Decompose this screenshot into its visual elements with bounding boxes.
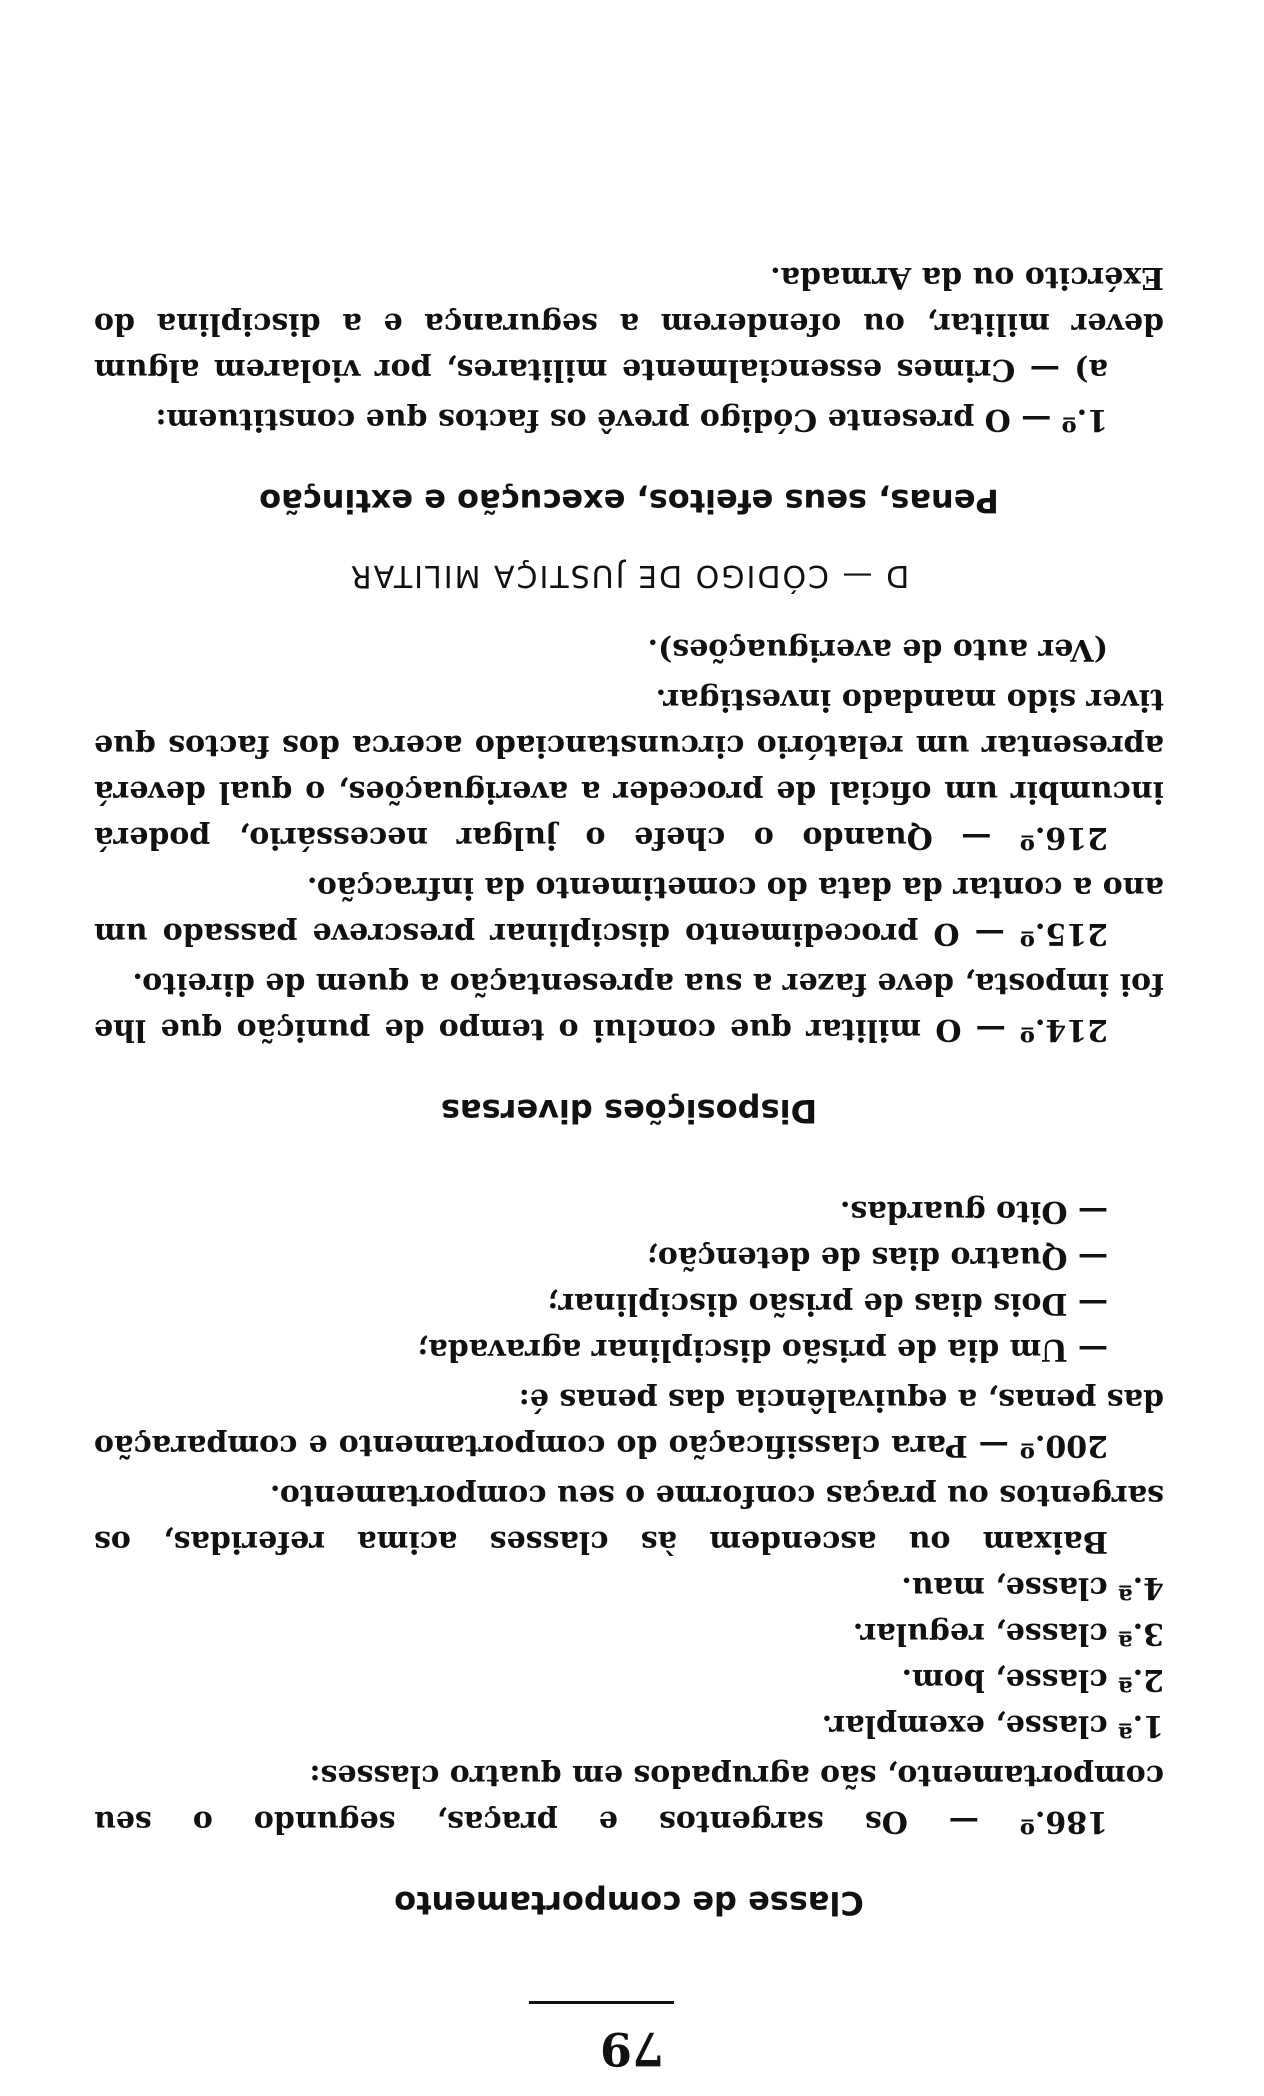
body-text	[94, 250, 1164, 1936]
page-number: 79	[600, 2022, 665, 2076]
article-200: 200.º — Para classificação do comportamento e comparação das penas, a equivalência das penas é:	[94, 1382, 1164, 1463]
heading-codigo-justica-militar: D — CÓDIGO DE JUSTIÇA MILITAR	[348, 558, 910, 593]
article-1: 1.º — O presente Código prevê os factos que constituem:	[155, 402, 1108, 437]
article-214: 214.º — O militar que conclui o tempo de punição que lhe foi imposta, deve fazer a sua apresentação a quem de direito.	[94, 966, 1164, 1047]
article-186: 186.º — Os sargentos e praças, segundo o seu comportamento, são agrupados em quatro classes:	[94, 1758, 1164, 1839]
reference-averiguacoes: (Ver auto de averiguações).	[647, 632, 1108, 667]
class-4: 4.ª classe, mau.	[901, 1570, 1164, 1605]
article-215: 215.º — O procedimento disciplinar prescreve passado um ano a contar da data do cometimento da infracção.	[94, 870, 1164, 951]
item-a-crimes: a) — Crimes essencialmente militares, por violarem algum dever militar, ou ofenderem a segurança e a disciplina do Exército ou da Armada.	[94, 260, 1164, 387]
class-1: 1.ª classe, exemplar.	[821, 1708, 1164, 1743]
equivalence-1: — Um dia de prisão disciplinar agravada;	[417, 1332, 1108, 1367]
class-3: 3.ª classe, regular.	[852, 1616, 1164, 1651]
equivalence-3: — Quatro dias de detenção;	[646, 1240, 1108, 1275]
heading-penas: Penas, seus efeitos, execução e extinção	[259, 482, 999, 520]
heading-classe-comportamento: Classe de comportamento	[394, 1884, 864, 1922]
equivalence-4: — Oito guardas.	[839, 1194, 1108, 1229]
class-2: 2.ª classe, bom.	[901, 1662, 1164, 1697]
heading-disposicoes-diversas: Disposições diversas	[440, 1092, 818, 1130]
equivalence-2: — Dois dias de prisão disciplinar;	[547, 1286, 1108, 1321]
header-rule	[529, 2001, 674, 2004]
article-216: 216.º — Quando o chefe o julgar necessário, poderá incumbir um oficial de proceder a averiguações, o qual deverá apresentar um relatório circunstanciado acerca dos factos que tiver sido mandado investigar.	[94, 682, 1164, 855]
classes-note: Baixam ou ascendem às classes acima referidas, os sargentos ou praças conforme o seu comportamento.	[94, 1478, 1164, 1559]
